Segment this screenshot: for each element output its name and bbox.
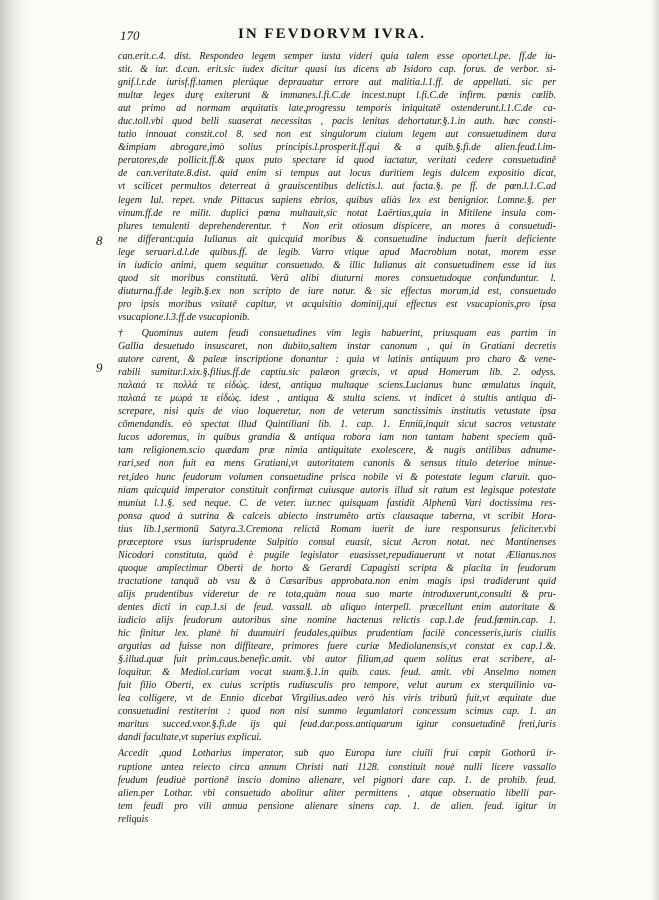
text-line: vinum.ff.de re milit. duplici pœna multauit,sic notat Laërtius,quia in Mitilene insula com- (118, 207, 556, 219)
text-line: vt scilicet permultos deterreat à grauiscentibus delictis.l. aut facta.§. pe ff. de pœn.l.1.C.ad (118, 181, 556, 193)
page-header (120, 28, 560, 48)
text-line: diuturna.ff.de legib.§.ex non scripto de iure natur. & sic effectus morum,id est, consuetudo (118, 285, 556, 297)
text-line: alien.per Lothar. vbi consuetudo abolitur aliter permittens , atque obseruatio libelli par- (118, 787, 556, 799)
text-line: loquitur. & Mediol.curiam vocat suam.§.1.in quib. caus. feud. amit. vbi Anselmo nomen (118, 667, 556, 679)
text-line: ponsa quod à sutrina & calceis abiecto instrumēto artis clausaque taberna, vt scribit Hora- (118, 510, 556, 522)
text-line: pro ipsis moribus vsitatē capitur, vt acquisitio dominij,qui effectus est vsucapionis,pro ipsa (118, 298, 556, 310)
text-line: lea colligere, vt de Ennio dicebat Virgilius.adeo verò his viris tributū fuit,vt æquitate due (118, 693, 556, 705)
text-line: in iudicio animi, quem sequitur consuetudo. & illic Iulianus ait consuetudinem esse id ius (118, 259, 556, 271)
text-line: rari,sed non fuit ea mens Gratiani,vt autoritatem canonis & sensus titulo deterioe minue- (118, 458, 556, 470)
text-line: quod sit moribus constitutū. Verū alibi diuturni mores consuetudoque confunduntur. l. (118, 272, 556, 284)
body-text (118, 50, 556, 826)
text-line: tem feudi pro vili annua pensione alienare sinens cap. 1. de alien. feud. igitur in (118, 800, 556, 812)
text-line: cōmendandis. eò spectat illud Quintiliani lib. 1. cap. 1. Enniū,inquit sicut sacros vetustate (118, 419, 556, 431)
text-line: alijs prudentibus videretur de re tota,quàm noua suo marte introduxerunt,consulti & pru- (118, 588, 556, 600)
text-line: tam religionem.scio quædam præ nimia antiquitate exolescere, & nugis antilibus adnume- (118, 445, 556, 457)
page-number: 170 (120, 28, 140, 43)
text-line: hic finitur lex. planè hi duumuiri feudales,quibus prudentiam facilè concesseris,iuris ciuilis (118, 628, 556, 640)
text-line: autore carent, & paleæ inscriptione donantur : quia vt latinis antiquum pro charo & vene- (118, 354, 556, 366)
text-line: Gallia desuetudo insuscaret, non dubito,saltem instar canonum , qui in Gratiani decretis (118, 341, 556, 353)
text-line: † Quominus autem feudi consuetudines vim legis habuerint, priusquam eas partim in (118, 327, 556, 339)
text-line: stit. & iur. d.can. erit.sic iudex dicitur quasi ius dicens ab Isidoro cap. forus. de verbor. si- (118, 64, 556, 76)
margin-note-9: 9 (96, 360, 103, 375)
text-line: dentes dicti in cap.1.si de feud. vassall. ab aliquo interpell. præcellunt enim autoritate & (118, 601, 556, 613)
text-line: argutias ad fuisse non diffiteare, primores fuere curiæ Mediolanensis,vt constat ex cap.1.&. (118, 641, 556, 653)
text-line: can.erit.c.4. dist. Respondeo legem semper iusta videri quia talem esse oportet.l.pe. ff.de iu- (118, 51, 556, 62)
text-line: tutio innouat constit.col 8. sed non est singulorum ciuium legem aut consuetudinem dura (118, 129, 556, 141)
text-line: Accedit ,quod Lotharius imperator, sub quo Europa iure ciuili frui cœpit Gothorū ir- (118, 748, 556, 760)
text-line: reliquis (118, 813, 149, 825)
text-line: iudicio alijs feudorum autoribus sine nomine hactenus relictis cap.1.de feud.fœmin.cap. 1. (118, 615, 556, 627)
running-title: IN FEVDORVM IVRA. (238, 26, 427, 42)
text-line: consuetudini restiterint : quod non nisi summo legumlatori concessum scimus cap. 1. an (118, 706, 556, 718)
text-line: dandi facultate,vt superius explicui. (118, 732, 262, 744)
paragraph (118, 50, 556, 324)
text-line: lege seruari.d.l.de quibus.ff. de legib. Varro vtique apud Macrobium notat, morem esse (118, 246, 556, 258)
text-line: præceptore vsus iurisprudente Sulpitio consul euasit, sicut Acron notat. nec Mantinenses (118, 536, 556, 548)
text-line: tius lib.1,sermonū Satyra.3.Cremona relictā Romam iuerit de iure responsurus feliciter.vbi (118, 523, 556, 535)
text-line: muniut l.1.§. sed neque. C. de veter. iur.nec quisquam fastidit Alphenū Vari doctissima res- (118, 497, 556, 509)
text-line: ruptione antea reiecto circa annum Christi nati 1128. constituit nouè nulli licere vassallo (118, 761, 556, 773)
text-line: plures temulenti deprehenderentur. † Non erit otiosum dispicere, an mores à consuetudi- (118, 220, 556, 232)
text-line: peratores,de pollicit.ff.& quos puto spectare id quod iactatur, veritati cedere consuetudinē (118, 155, 556, 167)
text-line: screpare, nisi quis de viuo loqueretur, non de veterum sanctissimis institutis vetustate ipsa (118, 406, 556, 418)
text-line: legem Iul. repet. vnde Pittacus sapiens ebrios, quibus aliàs lex est benignior. l.omne.§. per (118, 194, 556, 206)
text-line: niam quicquid imperator constituit confirmat cuiusque autoris illud sit ratum est legisque potestate (118, 484, 556, 496)
text-line: ret,ideo hunc feudorum volumen consuetudine prisca nobile vi & potestate legum claruit. quo- (118, 471, 556, 483)
text-line: multæ leges durę exiterunt & immanes.l.fi.C.de incest.nupt l.fi.C.de infirm. pœnis cœlib. (118, 90, 556, 102)
text-line: lucos adoremus, in quibus grandia & antiqua robora iam non tantam habent speciem quā- (118, 432, 556, 444)
text-line: de can.veritate.8.dist. quid enim si tempus aut locus duritiem legis dulcem expositio dicat, (118, 168, 556, 180)
text-line: aut primo ad normam æquitatis late,progressu temporis iniquitatē ostenderunt.l.1.C.de ca- (118, 103, 556, 115)
binding-shadow (0, 0, 30, 900)
text-line: &impiam abrogare,imò solius principis.l.prosperit.ff.qui & a quib.§.fi.de alien.feud.l.im- (118, 142, 556, 154)
text-line: quoque amplectimur Oberti de horto & Gerardi Capagisti scripta & placita in feudorum (118, 562, 556, 574)
text-line: §.illud.quæ fuit prim.caus.benefic.amit. vbi autor filium,ad quem solitus erat scribere, al- (118, 654, 556, 666)
text-line: duc.toll.vbi quod belli suaserat necessitas , pacis lenitas dehortatur.§.1.in auth. hæc consti- (118, 116, 556, 128)
paragraph (118, 327, 556, 745)
text-line: rabili sumitur.l.xix.§.filius.ff.de captiu.sic palæon græcis, vt apud Homerum lib. 2. odyss. (118, 367, 556, 379)
text-line: vsucapione.l.3.ff.de vsucapionib. (118, 311, 250, 323)
text-line: παλαιά τε μωρά τε εἰδώς. idest , antiqua & stulta sciens. vt indicet à stultis antiqua di- (118, 393, 556, 405)
text-line: tractatione tanquā ab vsu & à Cæsaribus approbata.non enim magis ipsi tradiderunt quid (118, 575, 556, 587)
page-edge (651, 0, 659, 900)
text-line: feudum feudiuè portionē inscio domino alienare, vel pignori dare cap. 1. de prohib. feud. (118, 774, 556, 786)
text-line: gnif.l.r.de iurisf.ff.tamen plerúque deprauatur errore aut malitia.l.1.ff. de appellati. sic per (118, 77, 556, 89)
text-line: Nicodori constituta, quòd è pugile legislator euasisset,repudiauerunt vt notat Ælianus.nos (118, 549, 556, 561)
text-line: maritus succed.vxor.§.fi.de ijs qui feud.dar.poss.antiquarum igitur consuetudinē freti,iuris (118, 719, 556, 731)
margin-note-8: 8 (96, 233, 103, 248)
text-line: ne differant:quia Iulianus ait quicquid moribus & consuetudine inductum fuerit deficiente (118, 233, 556, 245)
text-line: fuit filio Oberti, ex cuius scriptis rudiusculis pro tempore, velut aurum ex sterquilinio va- (118, 680, 556, 692)
paragraph (118, 747, 556, 825)
text-line: παλαιά τε πολλά τε εἰδώς. idest, antiqua multaque sciens.Lucianus hunc æmulatus inquit, (118, 380, 556, 392)
